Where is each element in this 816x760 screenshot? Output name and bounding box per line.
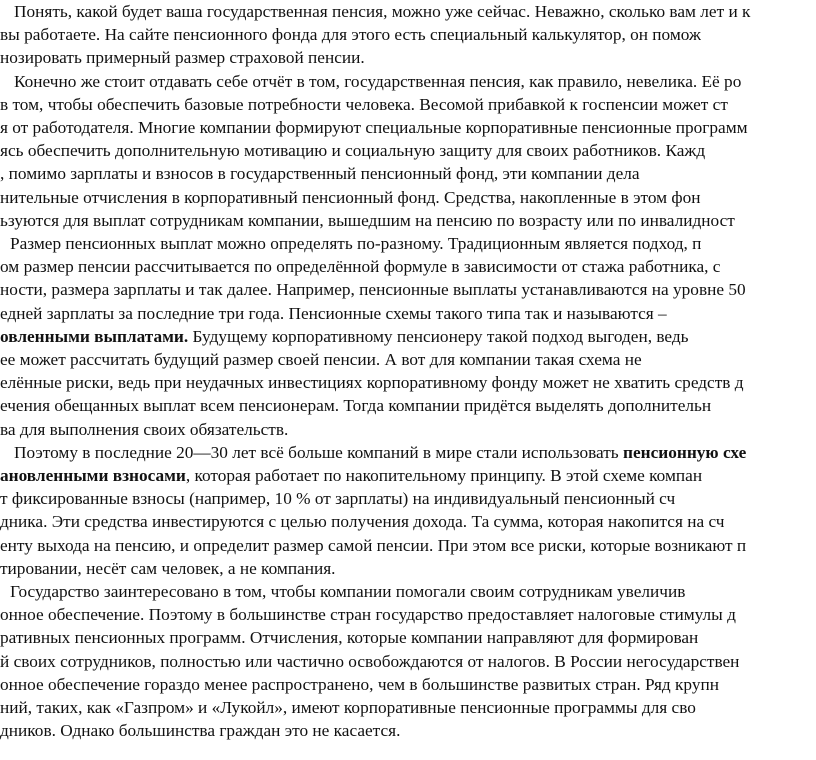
text-line [0, 673, 816, 697]
text-line [0, 534, 816, 558]
text-run: Государство заинтересовано в том, чтобы компании помогали своим сотрудникам увеличив [10, 582, 686, 601]
text-line [0, 650, 816, 674]
text-run: ее может рассчитать будущий размер своей пенсии. А вот для компании такая схема не [0, 350, 642, 369]
text-run: Конечно же стоит отдавать себе отчёт в том, государственная пенсия, как правило, невелика. Её ро [14, 71, 742, 91]
text-run: Будущему корпоративному пенсионеру такой подход выгоден, ведь [188, 326, 689, 346]
text-line [0, 93, 816, 117]
text-run: едней зарплаты за последние три года. Пенсионные схемы такого типа так и называются – [0, 303, 667, 323]
text-line [14, 70, 816, 94]
text-run: в том, чтобы обеспечить базовые потребности человека. Весомой прибавкой к госпенсии может ст [0, 94, 728, 114]
text-run: ясь обеспечить дополнительную мотивацию и социальную защиту для своих работников. Кажд [0, 141, 706, 161]
text-line [0, 302, 816, 326]
text-line [10, 232, 816, 256]
text-line [0, 719, 816, 743]
text-line [0, 23, 816, 47]
text-line [0, 186, 816, 210]
text-run: ности, размера зарплаты и так далее. Например, пенсионные выплаты устанавливаются на уровне 50 [0, 280, 746, 300]
bold-term: овленными выплатами. [0, 326, 189, 346]
text-run: елённые риски, ведь при неудачных инвестициях корпоративному фонду может не хватить средств д [0, 373, 744, 393]
text-run: енту выхода на пенсию, и определит размер самой пенсии. При этом все риски, которые возникают п [0, 535, 747, 555]
text-line [0, 46, 816, 70]
text-line [10, 580, 816, 604]
bold-term: ановленными взносами [0, 466, 186, 485]
text-run: онное обеспечение гораздо менее распространено, чем в большинстве развитых стран. Ряд крупн [0, 674, 719, 694]
text-line [0, 162, 816, 186]
text-line [0, 371, 816, 395]
text-run: й своих сотрудников, полностью или частично освобождаются от налогов. В России негосударствен [0, 651, 740, 671]
text-line [0, 348, 816, 372]
text-run: онное обеспечение. Поэтому в большинстве стран государство предоставляет налоговые стимулы д [0, 605, 736, 625]
text-line [0, 464, 816, 488]
text-line [0, 603, 816, 627]
text-line [0, 696, 816, 720]
text-line [0, 394, 816, 418]
text-line [0, 116, 816, 140]
text-run: ом размер пенсии рассчитывается по определённой формуле в зависимости от стажа работника, с [0, 257, 721, 277]
text-run: дника. Эти средства инвестируются с целью получения дохода. Та сумма, которая накопится на сч [0, 512, 725, 532]
text-run: дников. Однако большинства граждан это не касается. [0, 721, 401, 741]
text-run: Размер пенсионных выплат можно определять по-разному. Традиционным является подход, п [10, 234, 702, 253]
text-run: нозировать примерный размер страховой пенсии. [0, 48, 365, 68]
text-run: вы работаете. На сайте пенсионного фонда для этого есть специальный калькулятор, он помож [0, 25, 701, 45]
bold-term: пенсионную схе [623, 442, 747, 462]
text-run: ва для выполнения своих обязательств. [0, 419, 289, 439]
text-line [0, 487, 816, 511]
text-run: т фиксированные взносы (например, 10 % от зарплаты) на индивидуальный пенсионный сч [0, 489, 676, 509]
text-run: , которая работает по накопительному принципу. В этой схеме компан [185, 466, 703, 485]
text-run: ьзуются для выплат сотрудникам компании, вышедшим на пенсию по возрасту или по инвалидност [0, 210, 735, 230]
text-line [0, 557, 816, 581]
text-run: ечения обещанных выплат всем пенсионерам. Тогда компании придётся выделять дополнительн [0, 396, 712, 416]
text-run: я от работодателя. Многие компании формируют специальные корпоративные пенсионные программ [0, 118, 748, 137]
text-line [0, 139, 816, 163]
text-line [14, 0, 816, 24]
text-line [0, 418, 816, 442]
text-run: ративных пенсионных программ. Отчисления, которые компании направляют для формирован [0, 628, 699, 648]
text-run: ний, таких, как «Газпром» и «Лукойл», имеют корпоративные пенсионные программы для сво [0, 698, 696, 717]
text-line [0, 325, 816, 349]
text-line [0, 626, 816, 650]
text-line [0, 278, 816, 302]
text-run: тировании, несёт сам человек, а не компания. [0, 558, 336, 578]
text-line [0, 255, 816, 279]
text-run: Поэтому в последние 20—30 лет всё больше компаний в мире стали использовать [14, 442, 624, 462]
text-line [14, 441, 816, 465]
text-line [0, 510, 816, 534]
text-run: нительные отчисления в корпоративный пенсионный фонд. Средства, накопленные в этом фон [0, 187, 701, 207]
text-run: , помимо зарплаты и взносов в государственный пенсионный фонд, эти компании дела [0, 164, 640, 184]
text-line [0, 209, 816, 233]
text-run: Понять, какой будет ваша государственная пенсия, можно уже сейчас. Неважно, сколько вам лет и к [14, 2, 751, 21]
